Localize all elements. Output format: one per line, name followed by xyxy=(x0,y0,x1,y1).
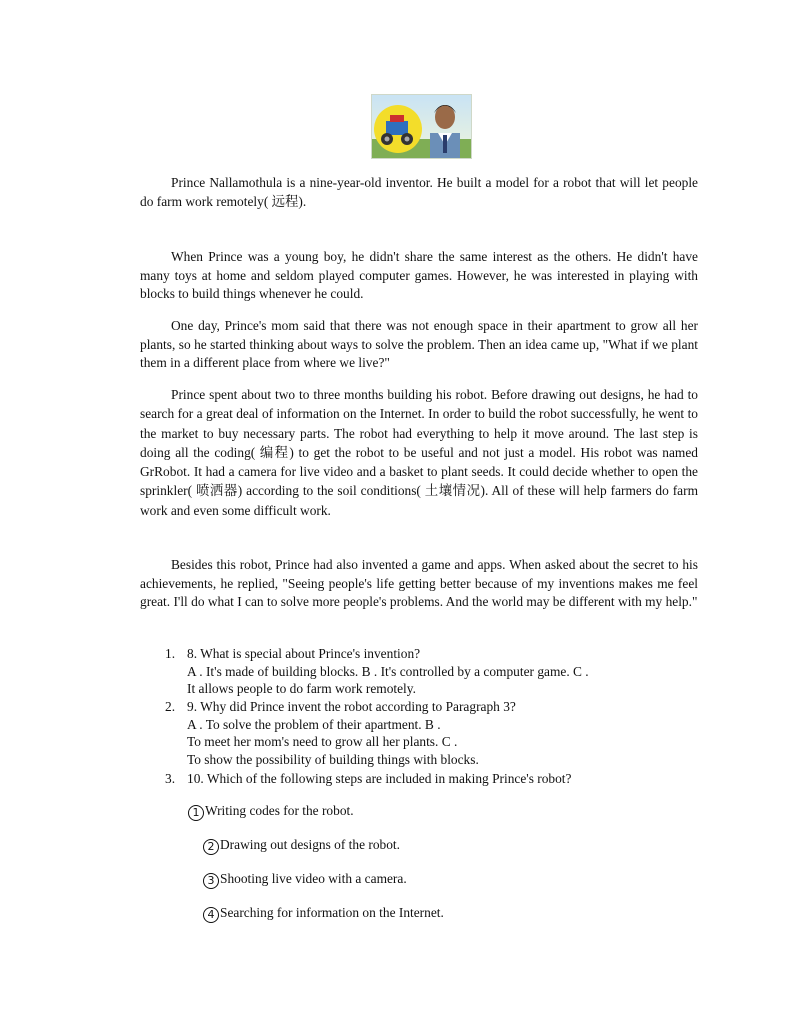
question-number: 3. xyxy=(165,771,176,786)
question-2 xyxy=(165,698,705,768)
step-text: Drawing out designs of the robot. xyxy=(220,837,401,852)
answer-options: A . To solve the problem of their apartment. B . xyxy=(187,716,441,732)
step-text: Writing codes for the robot. xyxy=(205,803,354,818)
question-stem: 10. Which of the following steps are included in making Prince's robot? xyxy=(187,771,572,786)
question-1 xyxy=(165,645,705,698)
step-item-3 xyxy=(203,870,407,889)
answer-options: A . It's made of building blocks. B . It's controlled by a computer game. C . xyxy=(187,663,589,679)
circled-number-icon: 4 xyxy=(203,907,219,923)
paragraph-3: One day, Prince's mom said that there was not enough space in their apartment to grow all her plants, so he started thinking about ways to solve the problem. Then an idea came up, "What if we plant them in a different place from where we live?" xyxy=(140,318,698,371)
paragraph-2: When Prince was a young boy, he didn't share the same interest as the others. He didn't have many toys at home and seldom played computer games. However, he was interested in playing with blocks to build things whenever he could. xyxy=(140,249,698,302)
paragraph-4: Prince spent about two to three months building his robot. Before drawing out designs, he had to search for a great deal of information on the Internet. In order to build the robot successfully, he went to the market to buy necessary parts. The robot had everything to help it move around. The last step is doing all the coding( 编程) to get the robot to be useful and not just a model. His robot was named GrRobot. It had a camera for live video and a basket to plant seeds. It could decide whether to open the sprinkler( 喷洒器) according to the soil conditions( 土壤情况). All of these will help farmers do farm work and even some difficult work. xyxy=(140,387,698,518)
question-stem: 8. What is special about Prince's invention? xyxy=(187,646,421,661)
question-stem: 9. Why did Prince invent the robot according to Paragraph 3? xyxy=(187,699,516,714)
answer-options: To meet her mom's need to grow all her plants. C . xyxy=(187,734,458,750)
inventor-photo-image xyxy=(372,95,471,158)
paragraph-5: Besides this robot, Prince had also invented a game and apps. When asked about the secret to his achievements, he replied, "Seeing people's life getting better because of my inventions makes me feel great. I'll do what I can to solve more people's problems. And the world may be different with my help." xyxy=(140,557,698,610)
paragraph-1: Prince Nallamothula is a nine-year-old inventor. He built a model for a robot that will let people do farm work remotely( 远程). xyxy=(140,175,698,209)
step-item-2 xyxy=(203,836,400,855)
step-text: Searching for information on the Internet. xyxy=(220,905,444,920)
answer-options: It allows people to do farm work remotely. xyxy=(187,681,416,697)
step-item-1 xyxy=(188,802,354,821)
inventor-photo xyxy=(371,94,472,159)
circled-number-icon: 1 xyxy=(188,805,204,821)
question-number: 1. xyxy=(165,646,176,661)
question-number: 2. xyxy=(165,699,176,714)
step-item-4 xyxy=(203,904,444,923)
answer-options: To show the possibility of building things with blocks. xyxy=(187,751,479,767)
step-text: Shooting live video with a camera. xyxy=(220,871,407,886)
question-3 xyxy=(165,770,705,788)
circled-number-icon: 3 xyxy=(203,873,219,889)
circled-number-icon: 2 xyxy=(203,839,219,855)
